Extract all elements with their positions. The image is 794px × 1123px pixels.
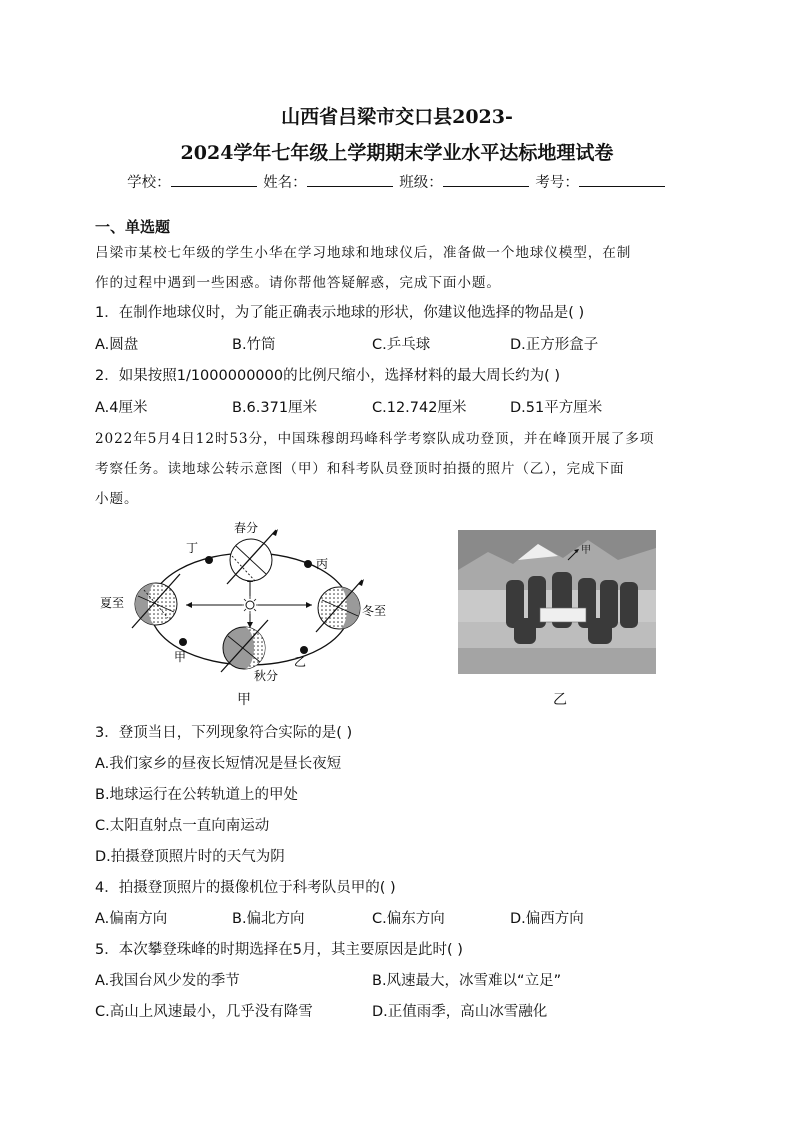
position-jia-dot [179, 638, 187, 646]
q3-option-b[interactable]: B.地球运行在公转轨道上的甲处 [95, 787, 299, 803]
class-label: 班级： [399, 175, 443, 191]
label-winter: 冬至 [362, 604, 387, 618]
position-bing-dot [304, 560, 312, 568]
name-blank[interactable] [307, 172, 393, 187]
intro1-line1: 吕梁市某校七年级的学生小华在学习地球和地球仪后，准备做一个地球仪模型，在制 [95, 245, 632, 261]
q2-option-b[interactable]: B.6.371厘米 [232, 400, 318, 416]
intro2-line2: 考察任务。读地球公转示意图（甲）和科考队员登顶时拍摄的照片（乙），完成下面 [95, 461, 625, 477]
diagram-caption: 甲 [237, 692, 251, 708]
photo-caption: 乙 [553, 692, 567, 708]
q4-option-a[interactable]: A.偏南方向 [95, 911, 168, 927]
section-heading: 一、单选题 [95, 218, 171, 236]
q1-option-d[interactable]: D.正方形盒子 [510, 337, 599, 353]
spring-equinox-globe [227, 529, 278, 584]
intro2-line3: 小题。 [95, 491, 139, 507]
label-autumn: 秋分 [254, 669, 279, 683]
label-ding: 丁 [186, 541, 199, 555]
photo-label-jia: 甲 [581, 545, 591, 556]
q4-option-c[interactable]: C.偏东方向 [372, 911, 445, 927]
intro2-line1: 2022年5月4日12时53分，中国珠穆朗玛峰科学考察队成功登顶，并在峰顶开展了多项 [95, 431, 655, 447]
exam-no-label: 考号： [535, 175, 579, 191]
name-label: 姓名： [263, 175, 307, 191]
q3-option-a[interactable]: A.我们家乡的昼夜长短情况是昼长夜短 [95, 756, 342, 772]
earth-orbit-diagram [96, 516, 396, 688]
q4-option-d[interactable]: D.偏西方向 [510, 911, 584, 927]
label-summer: 夏至 [100, 596, 125, 610]
winter-solstice-globe [316, 579, 364, 632]
q5-option-d[interactable]: D.正值雨季，高山冰雪融化 [372, 1004, 548, 1020]
label-bing: 丙 [316, 557, 329, 571]
label-yi: 乙 [294, 655, 307, 669]
sun-icon [241, 596, 259, 614]
q1-option-c[interactable]: C.乒乓球 [372, 337, 431, 353]
school-blank[interactable] [171, 172, 257, 187]
q2-stem: 2．如果按照1/1000000000的比例尺缩小，选择材料的最大周长约为( ) [95, 368, 561, 384]
q1-option-a[interactable]: A.圆盘 [95, 337, 139, 353]
q3-option-c[interactable]: C.太阳直射点一直向南运动 [95, 818, 270, 834]
class-blank[interactable] [443, 172, 529, 187]
summer-solstice-globe [132, 574, 180, 628]
intro1-line2: 作的过程中遇到一些困惑。请你帮他答疑解惑，完成下面小题。 [95, 275, 501, 291]
student-info-row [0, 171, 794, 192]
q5-stem: 5．本次攀登珠峰的时期选择在5月，其主要原因是此时( ) [95, 942, 463, 958]
label-spring: 春分 [234, 521, 259, 535]
summit-team-photo [458, 530, 656, 674]
q5-option-a[interactable]: A.我国台风少发的季节 [95, 973, 240, 989]
school-label: 学校： [127, 175, 171, 191]
q4-stem: 4．拍摄登顶照片的摄像机位于科考队员甲的( ) [95, 880, 396, 896]
q5-option-c[interactable]: C.高山上风速最小，几乎没有降雪 [95, 1004, 313, 1020]
q2-option-a[interactable]: A.4厘米 [95, 400, 148, 416]
exam-title-line2: 2024学年七年级上学期期末学业水平达标地理试卷 [180, 142, 614, 164]
position-ding-dot [205, 556, 213, 564]
q1-option-b[interactable]: B.竹筒 [232, 337, 276, 353]
q2-option-c[interactable]: C.12.742厘米 [372, 400, 467, 416]
q3-option-d[interactable]: D.拍摄登顶照片时的天气为阴 [95, 849, 285, 865]
q4-option-b[interactable]: B.偏北方向 [232, 911, 305, 927]
exam-no-blank[interactable] [579, 172, 665, 187]
q3-stem: 3．登顶当日，下列现象符合实际的是( ) [95, 725, 353, 741]
q1-stem: 1．在制作地球仪时，为了能正确表示地球的形状，你建议他选择的物品是( ) [95, 305, 585, 321]
label-jia: 甲 [174, 650, 187, 664]
position-yi-dot [300, 646, 308, 654]
exam-title-line1: 山西省吕梁市交口县2023- [281, 106, 513, 128]
q5-option-b[interactable]: B.风速最大，冰雪难以“立足” [372, 973, 562, 989]
q2-option-d[interactable]: D.51平方厘米 [510, 400, 603, 416]
